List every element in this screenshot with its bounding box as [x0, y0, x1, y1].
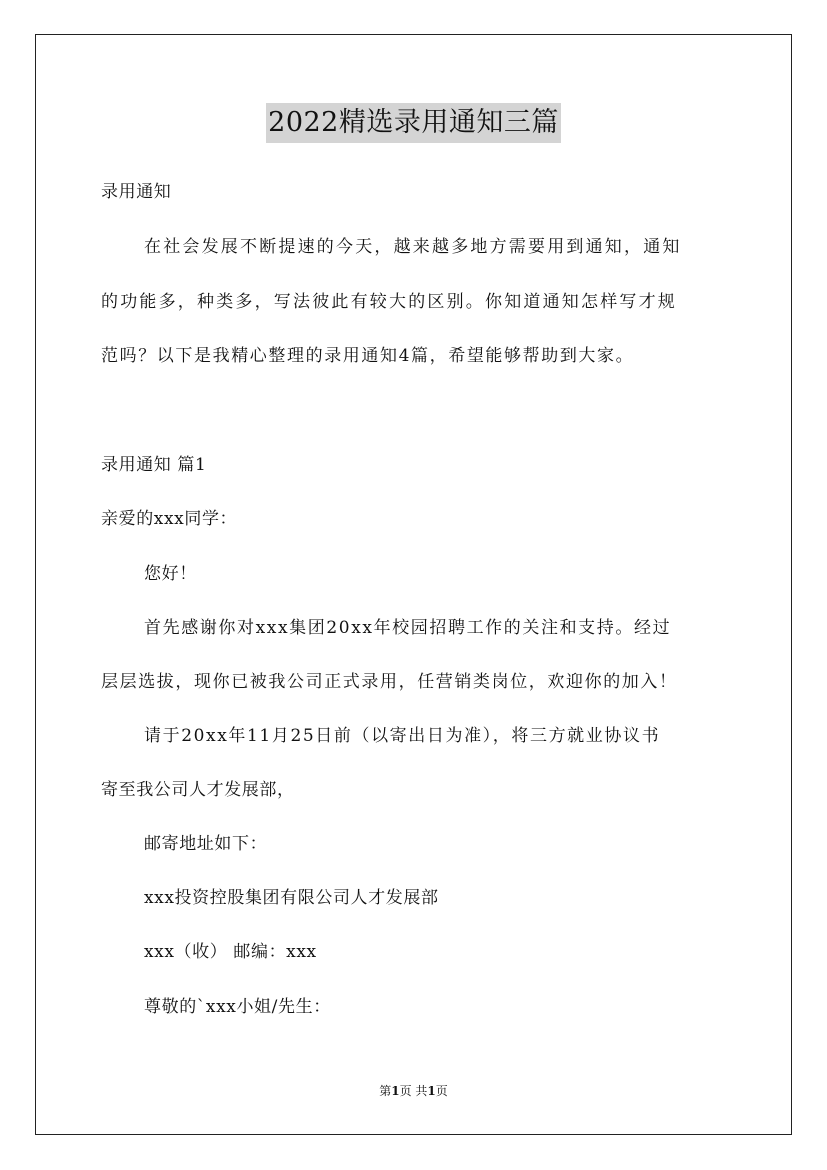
intro-line-3: 范吗？以下是我精心整理的录用通知4篇，希望能够帮助到大家。 — [101, 346, 635, 366]
body-line-3: 请于20xx年11月25日前（以寄出日为准），将三方就业协议书 — [144, 726, 661, 746]
footer-total-pages: 1 — [427, 1084, 436, 1098]
greeting: 您好！ — [144, 564, 197, 584]
document-title-text: 2022精选录用通知三篇 — [266, 103, 561, 143]
body-line-1: 首先感谢你对xxx集团20xx年校园招聘工作的关注和支持。经过 — [144, 618, 672, 638]
intro-line-2: 的功能多，种类多，写法彼此有较大的区别。你知道通知怎样写才规 — [101, 292, 677, 312]
page-footer — [0, 1083, 827, 1099]
article-heading: 录用通知 篇1 — [101, 455, 207, 475]
footer-page-number: 1 — [391, 1084, 400, 1098]
section-heading: 录用通知 — [101, 182, 172, 202]
salutation: 亲爱的xxx同学： — [101, 509, 238, 529]
footer-suffix: 页 — [435, 1084, 448, 1098]
body-line-7: xxx（收） 邮编：xxx — [144, 942, 317, 962]
body-line-2: 层层选拔，现你已被我公司正式录用，任营销类岗位，欢迎你的加入！ — [101, 672, 678, 692]
footer-middle: 页 共 — [399, 1084, 428, 1098]
body-line-8: 尊敬的`xxx小姐/先生： — [144, 997, 331, 1017]
document-title — [0, 101, 827, 143]
footer-prefix: 第 — [379, 1084, 392, 1098]
body-line-4: 寄至我公司人才发展部， — [101, 780, 295, 800]
body-line-5: 邮寄地址如下： — [144, 834, 268, 854]
intro-line-1: 在社会发展不断提速的今天，越来越多地方需要用到通知，通知 — [144, 237, 682, 257]
body-line-6: xxx投资控股集团有限公司人才发展部 — [144, 888, 439, 908]
